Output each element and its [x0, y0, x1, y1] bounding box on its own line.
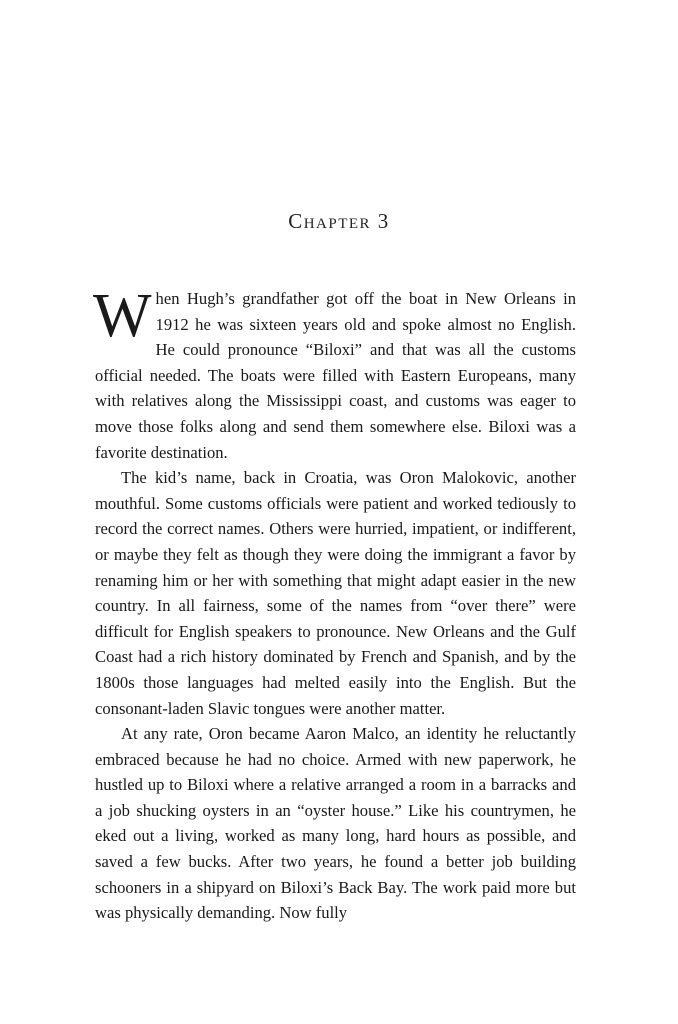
paragraph-2: The kid’s name, back in Croatia, was Oron Malokovic, another mouthful. Some customs officials were patient and worked tediously to record the correct names. Others were hurried, impatient, or indifferent, or maybe they felt as though they were doing the immigrant a favor by renaming him or her with something that might adapt easier in the new country. In all fairness, some of the names from “over there” were difficult for English speakers to pronounce. New Orleans and the Gulf Coast had a rich history dominated by French and Spanish, and by the 1800s those languages had melted easily into the English. But the consonant-laden Slavic tongues were another matter.: [95, 468, 576, 718]
chapter-heading-text: Chapter 3: [288, 209, 390, 233]
drop-cap: W: [93, 282, 152, 350]
chapter-body: [93, 282, 576, 926]
chapter-heading: [0, 209, 678, 234]
paragraph-1: [93, 282, 576, 465]
paragraph-3: At any rate, Oron became Aaron Malco, an identity he reluctantly embraced because he had no choice. Armed with new paperwork, he hustled up to Biloxi where a relative arranged a room in a barracks and a job shucking oysters in an “oyster house.” Like his countrymen, he eked out a living, worked as many long, hard hours as possible, and saved a few bucks. After two years, he found a better job building schooners in a shipyard on Biloxi’s Back Bay. The work paid more but was physically demanding. Now fully: [95, 724, 576, 923]
paragraph-1-text: hen Hugh’s grandfather got off the boat in New Orleans in 1912 he was sixteen years old and spoke almost no English. He could pronounce “Biloxi” and that was all the customs official needed. The boats were filled with Eastern Europeans, many with relatives along the Mississippi coast, and customs was eager to move those folks along and send them somewhere else. Biloxi was a favorite destination.: [95, 289, 576, 462]
